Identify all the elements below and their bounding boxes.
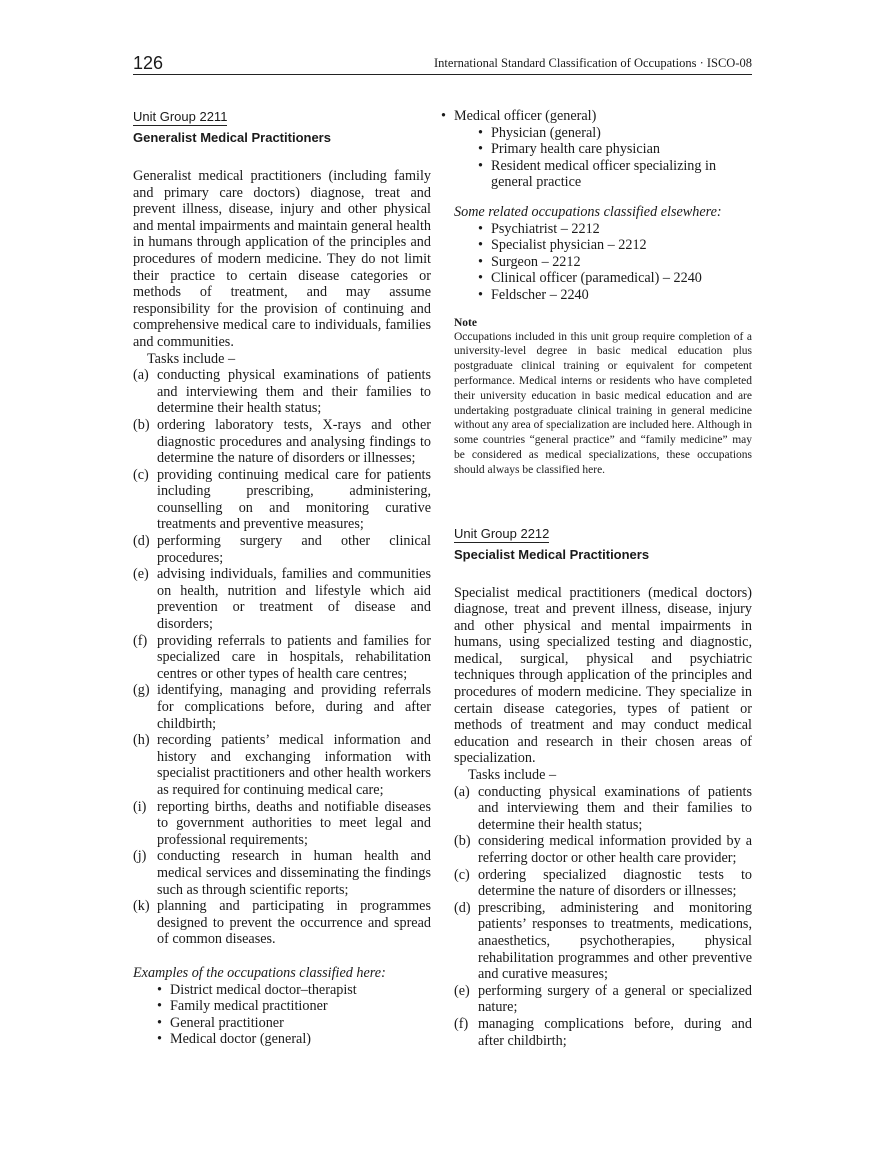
list-item: • Primary health care physician xyxy=(478,141,752,158)
list-item: • District medical doctor–therapist xyxy=(157,982,431,999)
unit-description-2211: Generalist medical practitioners (including family and primary care doctors) diagnose, treat and prevent illness, disease, injury and other physical and mental impairments and maintain general health in humans through application of the principles and procedures of modern medicine. They do not limit their practice to certain disease categories or methods of treatment, and may assume responsibility for the provision of continuing and comprehensive medical care to individuals, families and communities. xyxy=(133,168,431,350)
list-item: • Clinical officer (paramedical) – 2240 xyxy=(478,270,752,287)
list-item: • Resident medical officer specializing in general practice xyxy=(478,158,752,191)
unit-group-title-2211: Generalist Medical Practitioners xyxy=(133,130,331,145)
unit-group-label-2212: Unit Group 2212 xyxy=(454,525,550,541)
task-item: (f) providing referrals to patients and families for specialized care in hospitals, rehabilitation centres or other types of health care centres; xyxy=(133,632,431,682)
list-item: • Feldscher – 2240 xyxy=(478,287,752,304)
task-item: (c) providing continuing medical care for patients including prescribing, administering, counselling on and monitoring curative treatments and preventive measures; xyxy=(133,466,431,533)
examples-heading: Examples of the occupations classified here: xyxy=(133,964,386,981)
task-item: (e) performing surgery of a general or specialized nature; xyxy=(454,982,752,1016)
unit-group-2212 xyxy=(454,525,752,1050)
list-item: • Family medical practitioner xyxy=(157,998,431,1015)
note-heading: Note xyxy=(454,316,477,329)
related-list xyxy=(454,221,752,304)
task-item: (i) reporting births, deaths and notifiable diseases to government authorities to meet legal and professional requirements; xyxy=(133,798,431,848)
list-item: • Medical doctor (general) xyxy=(157,1031,431,1048)
task-item: (b) ordering laboratory tests, X-rays and other diagnostic procedures and analysing findings to determine the nature of disorders or illnesses; xyxy=(133,416,431,467)
list-item: • Psychiatrist – 2212 xyxy=(478,221,752,238)
list-item: • Medical officer (general) • Physician (general) • Primary health care physician • Resident medical officer specializing in general practice xyxy=(441,108,752,191)
task-item: (f) managing complications before, during and after childbirth; xyxy=(454,1015,752,1049)
examples-list-continued xyxy=(441,108,752,191)
task-item: (a) conducting physical examinations of patients and interviewing them and their families to determine their health status; xyxy=(133,367,431,417)
running-title: International Standard Classification of Occupations · ISCO-08 xyxy=(434,56,752,70)
task-item: (j) conducting research in human health and medical services and disseminating the findings such as through scientific reports; xyxy=(133,848,431,898)
task-item: (d) prescribing, administering and monitoring patients’ responses to treatments, medications, anaesthetics, psychotherapies, physical rehabilitation programmes and other preventive and curative measures; xyxy=(454,899,752,983)
list-item: • General practitioner xyxy=(157,1015,431,1032)
list-item: • Specialist physician – 2212 xyxy=(478,237,752,254)
header-rule xyxy=(133,74,752,75)
task-item: (c) ordering specialized diagnostic tests to determine the nature of disorders or illnesses; xyxy=(454,866,752,900)
examples-sublist xyxy=(454,125,752,191)
task-item: (h) recording patients’ medical information and history and exchanging information with specialist practitioners and other health workers as required for continuing medical care; xyxy=(133,732,431,798)
page-number: 126 xyxy=(133,53,164,73)
left-column xyxy=(133,108,431,1048)
list-item: • Surgeon – 2212 xyxy=(478,254,752,271)
tasks-list-2212 xyxy=(454,784,752,1050)
tasks-intro-2211: Tasks include – xyxy=(147,350,236,367)
right-column xyxy=(454,108,752,1049)
task-item: (a) conducting physical examinations of patients and interviewing them and their families to determine their health status; xyxy=(454,783,752,833)
task-item: (k) planning and participating in programmes designed to prevent the occurrence and spread of common diseases. xyxy=(133,898,431,948)
task-item: (b) considering medical information provided by a referring doctor or other health care provider; xyxy=(454,833,752,866)
task-item: (e) advising individuals, families and communities on health, nutrition and lifestyle which aid prevention or treatment of disease and disorders; xyxy=(133,566,431,633)
examples-list xyxy=(133,982,431,1048)
tasks-intro-2212: Tasks include – xyxy=(468,767,557,784)
note-text: Occupations included in this unit group require completion of a university-level degree in basic medical education plus postgraduate clinical training or equivalent for competent performance. Medical interns or residents who have completed their university education in basic medical education and are undertaking postgraduate clinical training in general medicine without any area of specialization are included here. Although in some countries “general practice” and “family medicine” may be considered as medical specializations, these occupations should always be classified here. xyxy=(454,330,752,476)
list-item: • Physician (general) xyxy=(478,125,752,142)
unit-group-label-2211: Unit Group 2211 xyxy=(133,109,228,124)
unit-description-2212: Specialist medical practitioners (medical doctors) diagnose, treat and prevent illness, disease, injury and other physical and mental impairments in humans, using specialized testing and diagnostic, medical, surgical, physical and psychiatric techniques through application of the principles and procedures of modern medicine. They specialize in certain disease categories, types of patient or methods of treatment and may conduct medical education and research in their chosen areas of specialization. xyxy=(454,584,752,767)
task-item: (d) performing surgery and other clinical procedures; xyxy=(133,533,431,566)
unit-group-title-2212: Specialist Medical Practitioners xyxy=(454,546,650,562)
tasks-list-2211 xyxy=(133,367,431,948)
related-heading: Some related occupations classified elsewhere: xyxy=(454,203,722,220)
task-item: (g) identifying, managing and providing referrals for complications before, during and after childbirth; xyxy=(133,682,431,732)
